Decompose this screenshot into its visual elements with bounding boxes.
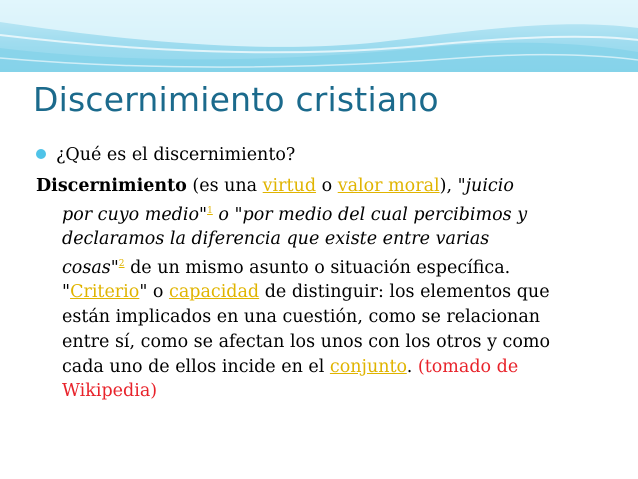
term: Discernimiento (36, 176, 187, 196)
para-line-6 (36, 305, 606, 330)
text: . (406, 356, 418, 377)
link-conjunto[interactable]: conjunto (329, 356, 407, 377)
text: de distinguir: los elementos que (259, 282, 550, 303)
para-line-7 (36, 330, 606, 355)
header-banner (0, 0, 638, 72)
text: de un mismo asunto o situación específica. (124, 257, 511, 278)
text: o (316, 176, 338, 196)
slide-title: Discernimiento cristiano (33, 80, 439, 119)
bullet-item (36, 145, 295, 165)
text: entre sí, como se afectan los unos con los otros y como (62, 331, 551, 352)
definition-paragraph (36, 174, 606, 404)
link-virtud[interactable]: virtud (262, 176, 317, 196)
text: están implicados en una cuestión, como se relacionan (62, 307, 541, 328)
text: " o (139, 282, 170, 303)
quote-text: declaramos la diferencia que existe entre varias (62, 229, 490, 250)
para-line-8 (36, 355, 606, 380)
wave-decoration (0, 0, 638, 72)
para-line-4 (36, 252, 606, 281)
footnote-link-1[interactable]: 1 (207, 205, 213, 216)
quote-text: o "por medio del cual percibimos y (212, 204, 528, 225)
quote-text: por cuyo medio" (62, 204, 208, 225)
para-line-1 (36, 174, 606, 199)
text: ), (439, 176, 458, 196)
para-line-2 (36, 199, 606, 228)
text: cada uno de ellos incide en el (62, 356, 330, 377)
quote-text: "juicio (457, 176, 514, 196)
link-capacidad[interactable]: capacidad (169, 282, 260, 303)
para-line-3 (36, 227, 606, 252)
link-criterio[interactable]: Criterio (70, 282, 140, 303)
source-note: Wikipedia) (62, 381, 158, 402)
bullet-text: ¿Qué es el discernimiento? (56, 145, 296, 165)
bullet-icon (36, 149, 46, 159)
quote-text: cosas" (62, 257, 119, 278)
para-line-5 (36, 280, 606, 305)
link-valor-moral[interactable]: valor moral (337, 176, 440, 196)
text: " (62, 282, 71, 303)
text: (es una (186, 176, 263, 196)
footnote-link-2[interactable]: 2 (118, 258, 125, 269)
source-note: (tomado de (417, 356, 519, 377)
para-line-9 (36, 379, 606, 404)
